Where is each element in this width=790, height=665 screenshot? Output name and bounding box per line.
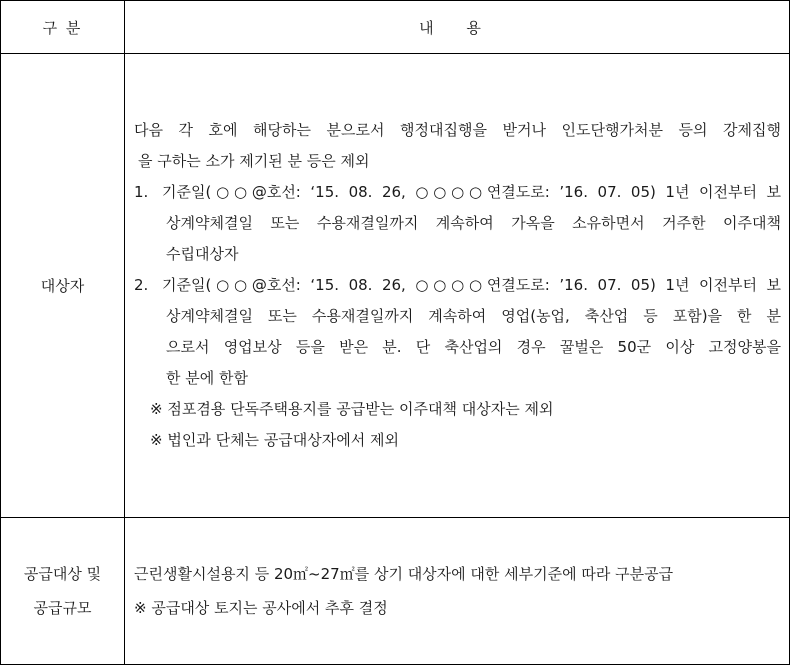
header-content: 내 용 xyxy=(125,1,790,54)
eligible-persons-content xyxy=(125,54,790,518)
note-2: ※ 법인과 단체는 공급대상자에서 제외 xyxy=(150,431,399,449)
supply-scale-line-2: ※ 공급대상 토지는 공사에서 추후 결정 xyxy=(134,599,388,617)
list-item-2-line-1: 기준일(○○@호선: ‘15. 08. 26, ○○○○연결도로: ’16. 07. 05) 1년 이전부터 보 xyxy=(162,276,781,294)
note-1: ※ 점포겸용 단독주택용지를 공급받는 이주대책 대상자는 제외 xyxy=(150,400,554,418)
supply-scale-label-line-1: 공급대상 및 xyxy=(23,565,102,583)
supply-scale-label xyxy=(1,518,125,665)
intro-line-2: 을 구하는 소가 제기된 분 등은 제외 xyxy=(138,152,370,170)
supply-scale-content xyxy=(125,518,790,665)
list-item-1 xyxy=(134,177,781,270)
list-item-2 xyxy=(134,270,781,394)
supply-scale-label-line-2: 공급규모 xyxy=(33,599,92,617)
list-item-1-number: 1. xyxy=(134,183,149,201)
header-category: 구 분 xyxy=(1,1,125,54)
header-row xyxy=(1,1,790,54)
eligible-persons-row xyxy=(1,54,790,518)
eligible-persons-label: 대상자 xyxy=(1,54,125,518)
supply-scale-row xyxy=(1,518,790,665)
list-item-1-line-1: 기준일(○○@호선: ‘15. 08. 26, ○○○○연결도로: ’16. 07. 05) 1년 이전부터 보 xyxy=(162,183,781,201)
list-item-1-line-2: 상계약체결일 또는 수용재결일까지 계속하여 가옥을 소유하면서 거주한 이주대책 xyxy=(166,214,781,232)
list-item-1-line-3: 수립대상자 xyxy=(166,245,239,263)
list-item-2-line-4: 한 분에 한함 xyxy=(166,369,248,387)
list-item-2-line-3: 으로서 영업보상 등을 받은 분. 단 축산업의 경우 꿀벌은 50군 이상 고정양봉을 xyxy=(166,338,781,356)
list-item-2-line-2: 상계약체결일 또는 수용재결일까지 계속하여 영업(농업, 축산업 등 포함)을 한 분 xyxy=(166,307,781,325)
list-item-2-number: 2. xyxy=(134,276,149,294)
intro-line-1: 다음 각 호에 해당하는 분으로서 행정대집행을 받거나 인도단행가처분 등의 강제집행 xyxy=(134,121,781,139)
supply-scale-line-1: 근린생활시설용지 등 20㎡~27㎡를 상기 대상자에 대한 세부기준에 따라 구분공급 xyxy=(134,565,674,583)
